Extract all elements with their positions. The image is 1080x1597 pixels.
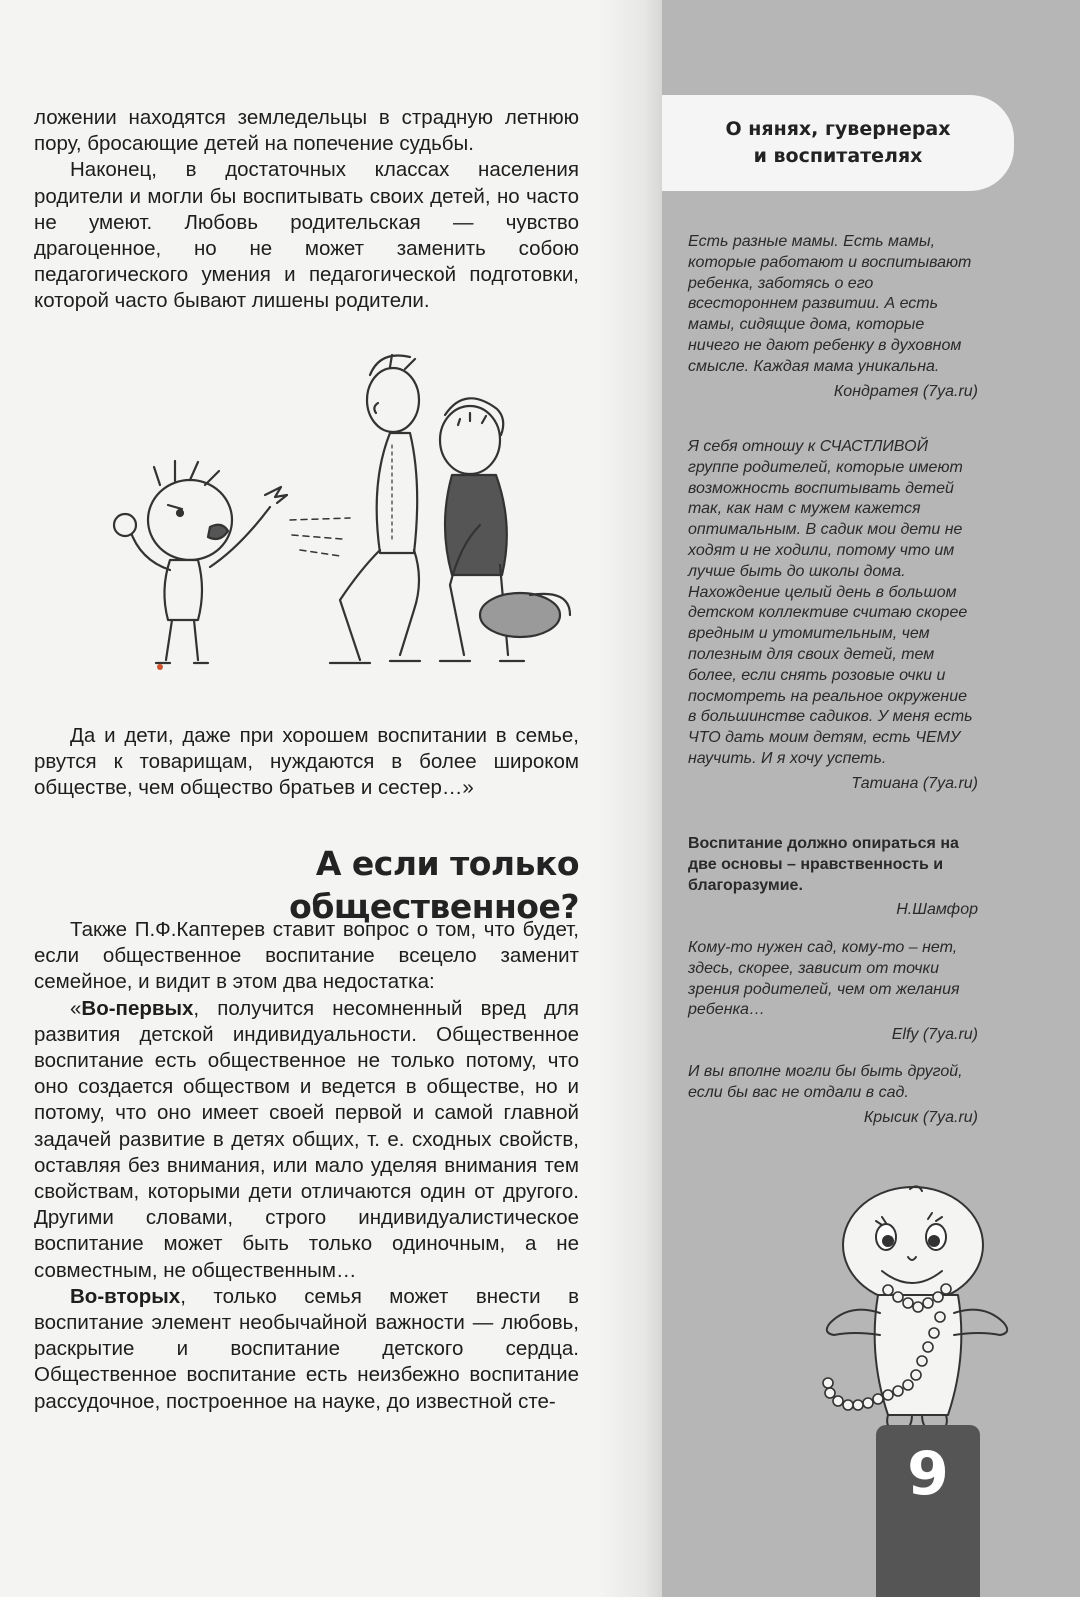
comment-text: И вы вполне могли бы быть другой, если бы вас не отдали в сад. [688, 1063, 963, 1101]
sidebar-comment [688, 1062, 978, 1128]
main-body-text [34, 917, 579, 1415]
comment-author: Elfy (7ya.ru) [891, 1026, 978, 1044]
first-point-label: Во-первых [81, 996, 194, 1020]
baby-illustration [818, 1185, 1018, 1440]
cartoon-illustration [60, 345, 580, 675]
quote-end-paragraph: Да и дети, даже при хорошем воспитании в семье, рвутся к товарищам, нуждаются в более широком обществе, чем общество братьев и сестер…» [34, 724, 579, 800]
sidebar-comment [688, 938, 978, 1046]
sidebar-aphorism [688, 834, 978, 921]
second-point-label: Во-вторых [70, 1284, 181, 1308]
second-point-paragraph [34, 1284, 579, 1415]
kapterev-paragraph: Также П.Ф.Каптерев ставит вопрос о том, что будет, если общественное воспитание всецело заменит семейное, и видит в этом два недостатка: [34, 918, 579, 994]
quote-end-text [34, 723, 579, 802]
intro-text [34, 105, 579, 315]
sidebar-comment [688, 437, 978, 795]
first-open-quote: « [70, 996, 82, 1020]
sidebar-title-line-2: и воспитателях [753, 145, 923, 167]
comment-author: Кондратея (7ya.ru) [833, 382, 978, 400]
comment-text: Есть разные мамы. Есть мамы, которые работают и воспитывают ребенка, заботясь о его всестороннем развитии. А есть мамы, сидящие дома, которые ничего не дают ребенку в духовном смысле. Каждая мама уникальна. [688, 233, 972, 375]
intro-paragraph-2: Наконец, в достаточных классах населения родители и могли бы воспитывать своих детей, но часто не умеют. Любовь родительская — чувство драгоценное, но не может заменить собою педагогического умения и педагогической подготовки, которой часто бывают лишены родители. [34, 158, 579, 313]
comment-author: Крысик (7ya.ru) [863, 1108, 978, 1126]
first-point-paragraph [34, 996, 579, 1284]
sidebar-comment [688, 232, 978, 402]
aphorism-author: Н.Шамфор [896, 901, 978, 919]
aphorism-text: Воспитание должно опираться на две основы – нравственность и благоразумие. [688, 835, 959, 894]
heading-line-2: общественное? [289, 887, 579, 926]
heading-line-1: А если только [315, 844, 579, 883]
second-point-text: , только семья может внести в воспитание элемент необычайной важности — любовь, раскрытие и воспитание детского сердца. Общественное воспитание есть неизбежно воспитание рассудочное, построенное на науке, до известной сте- [34, 1284, 579, 1413]
first-point-text: , получится несомненный вред для развития детской индивидуальности. Общественное воспитание есть общественное не только потому, что оно создается обществом и ведется в обществе, но и потому, что оно имеет своей первой и самой главной задачей развитие в детях общих, т. е. сходных свойств, оставляя без внимания, или мало уделяя внимания тем свойствам, которыми дети отличаются один от другого. Другими словами, строго индивидуалистическое воспитание может быть только одиночным, а не совместным, не общественным… [34, 996, 579, 1282]
sidebar-title [662, 95, 1014, 191]
comment-text: Кому-то нужен сад, кому-то – нет, здесь, скорее, зависит от точки зрения родителей, чем от желания ребенка… [688, 939, 960, 1019]
intro-paragraph-1: ложении находятся земледельцы в страдную летнюю пору, бросающие детей на попечение судьбы. [34, 106, 579, 156]
comment-text: Я себя отношу к СЧАСТЛИВОЙ группе родителей, которые имеют возможность воспитывать детей так, как нам с мужем кажется оптимальным. В садик мои дети не ходят и не ходили, потому что им лучше быть до школы дома. Нахождение целый день в большом детском коллективе считаю скорее вредным и утомительным, чем полезным для своих детей, тем более, если снять розовые очки и посмотреть на реальное окружение в большинстве садиков. У меня есть ЧТО дать моим детям, есть ЧЕМУ научить. И я хочу успеть. [688, 438, 973, 767]
section-heading [34, 842, 579, 928]
page-number: 9 [876, 1425, 980, 1597]
page-gutter-shadow [600, 0, 662, 1597]
comment-author: Татиана (7ya.ru) [851, 774, 978, 792]
sidebar-title-line-1: О нянях, гувернерах [725, 118, 951, 140]
